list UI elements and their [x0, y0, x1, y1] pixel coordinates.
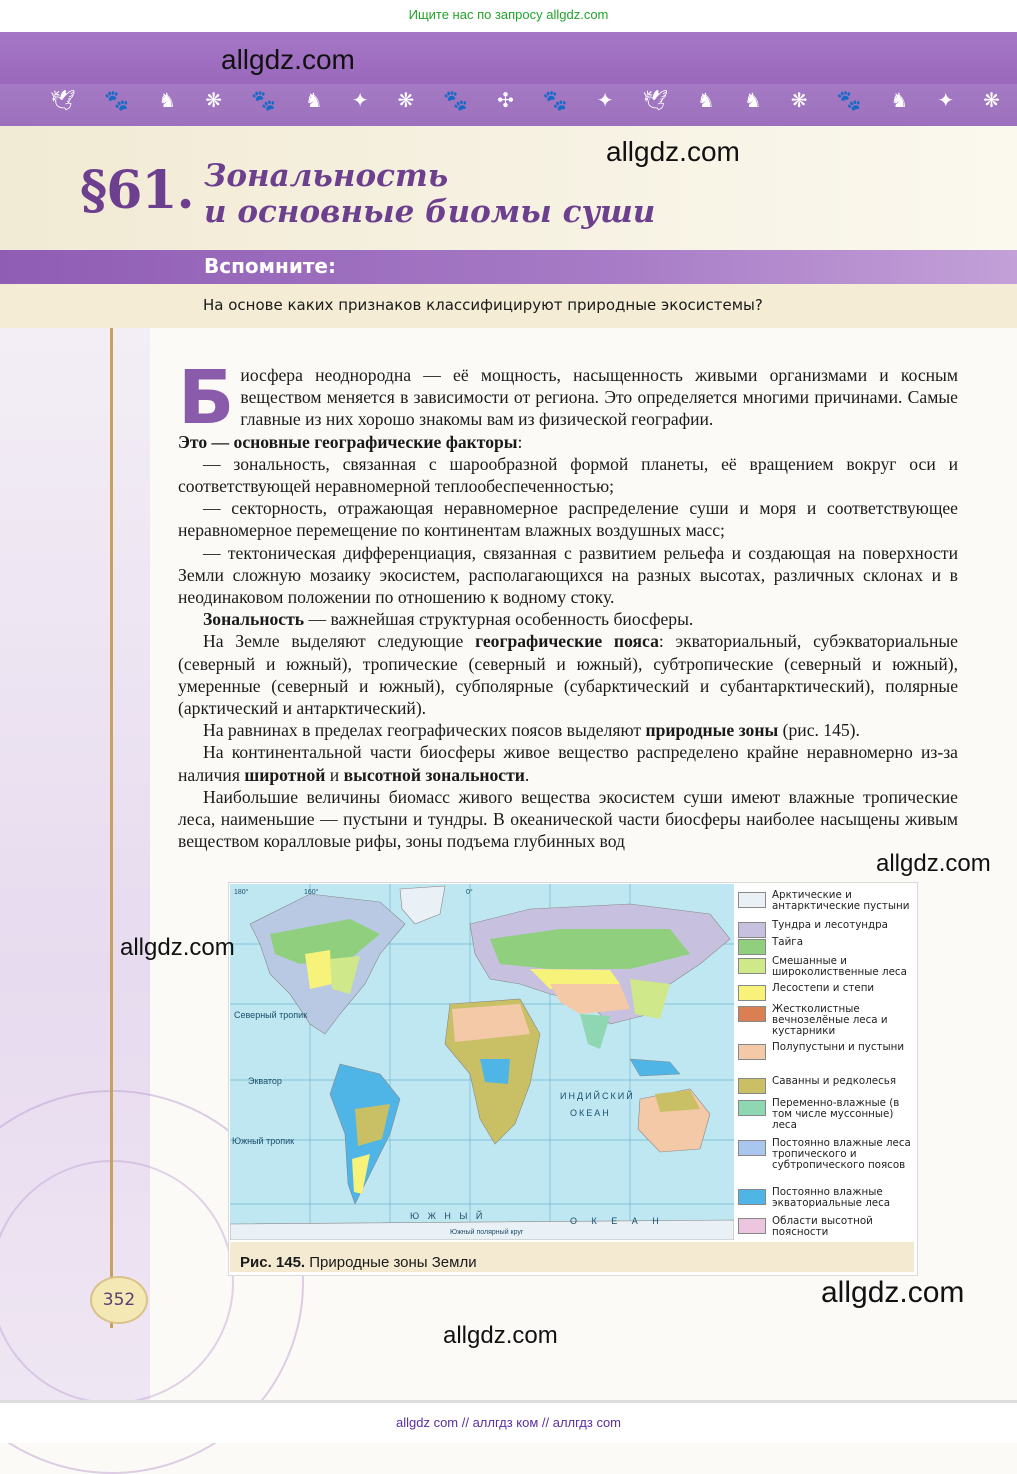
legend-item	[736, 1098, 914, 1130]
bold-term: Зональность	[203, 609, 305, 630]
animal-icon: 🐾	[250, 88, 276, 112]
legend-swatch	[738, 892, 766, 908]
paragraph: Биосфера неоднородна — её мощность, насыщенность живыми организмами и косным веществом меняется в зависимости от региона. Это определяется многими причинами. Самые главные из них хорошо знакомы вам из физической географии. Это — основные географические факторы:	[178, 355, 958, 452]
top-notice[interactable]: Ищите нас по запросу allgdz.com	[408, 7, 609, 22]
bird-icon: ✦	[351, 88, 369, 112]
legend-swatch	[738, 1140, 766, 1156]
paragraph: — зональность, связанная с шарообразной формой планеты, её вращением вокруг оси и соответствующей неравномерной теплообеспеченностью;	[178, 453, 958, 497]
animal-icon: 🐾	[542, 88, 568, 112]
greenland	[400, 886, 445, 924]
legend-label: Тайга	[772, 936, 804, 948]
legend-item	[736, 920, 914, 938]
paragraph: На Земле выделяют следующие географические пояса: экваториальный, субэкваториальные (северный и южный), тропические (северный и южный), субтропические (северный и южный), умеренные (северный и южный), субполярные (субарктический и субантарктический), полярные (арктический и антарктический).	[178, 631, 958, 719]
bird-icon: 🕊	[50, 88, 76, 112]
paragraph: На континентальной части биосферы живое вещество распределено крайне неравномерно из-за наличия широтной и высотной зональности.	[178, 742, 958, 785]
animal-icon: 🐾	[104, 88, 130, 112]
page-title	[204, 158, 655, 230]
bold-term: природные зоны	[645, 720, 779, 741]
paragraph: Наибольшие величины биомасс живого вещества экосистем суши имеют влажные тропические леса, наименьшие — пустыни и тундры. В океанической части биосферы наиболее насыщены живым веществом коралловые рифы, зоны подъема глубинных вод	[178, 786, 958, 852]
legend-label: Тундра и лесотундра	[772, 919, 888, 931]
animal-silhouettes-row	[50, 88, 1000, 112]
legend-item	[736, 1004, 914, 1036]
butterfly-icon: ❋	[205, 88, 222, 112]
butterfly-icon: ❋	[983, 88, 1000, 112]
title-line-2: и основные биомы суши	[204, 194, 656, 230]
animal-icon: ✣	[497, 88, 514, 112]
legend-label: Области высотной поясности	[772, 1215, 873, 1238]
map-label-ocean-south: О К Е А Н	[570, 1216, 665, 1226]
bold-term: географические пояса	[475, 631, 659, 652]
eurasia-desert	[550, 984, 630, 1014]
indonesia	[630, 1059, 680, 1076]
top-notice-bar	[0, 0, 1017, 32]
legend-item	[736, 1138, 914, 1170]
animal-icon: ♞	[890, 88, 909, 112]
legend-label: Жестколистные вечнозелёные леса и кустарники	[772, 1003, 888, 1037]
world-map	[230, 884, 734, 1240]
animal-icon: 🐾	[443, 88, 469, 112]
watermark: allgdz.com	[606, 136, 740, 167]
remember-question: На основе каких признаков классифицируют природные экосистемы?	[203, 296, 763, 314]
bird-icon: ✦	[937, 88, 955, 112]
watermark: allgdz.com	[876, 850, 991, 877]
bird-icon: 🕊	[642, 88, 668, 112]
watermark: allgdz.com	[821, 1276, 965, 1309]
legend-item	[736, 1042, 914, 1060]
butterfly-icon: ❋	[397, 88, 415, 112]
animal-icon: ♞	[158, 88, 177, 112]
paragraph: Зональность — важнейшая структурная особенность биосферы.	[203, 609, 694, 630]
legend-swatch	[738, 1078, 766, 1094]
butterfly-icon: ❋	[790, 88, 808, 112]
remember-label: Вспомните:	[204, 254, 336, 278]
map-label-polar-circle: Южный полярный круг	[450, 1229, 524, 1236]
legend-swatch	[738, 985, 766, 1001]
footer	[0, 1400, 1017, 1443]
map-label-ocean: ОКЕАН	[570, 1108, 611, 1118]
map-label-north-tropic: Северный тропик	[234, 1010, 308, 1020]
page-number: 352	[90, 1276, 148, 1324]
legend-item	[736, 1216, 914, 1238]
india	[580, 1014, 610, 1049]
legend-swatch	[738, 922, 766, 938]
title-line-1: Зональность	[204, 158, 449, 194]
world-map-svg	[230, 884, 734, 1240]
watermark: allgdz.com	[120, 934, 235, 961]
animal-icon: ♞	[304, 88, 323, 112]
legend-label: Постоянно влажные экваториальные леса	[772, 1186, 891, 1209]
animal-icon: ♞	[696, 88, 715, 112]
map-label-lon-180: 180°	[234, 889, 249, 896]
remember-bar	[0, 250, 1017, 284]
paragraph: — секторность, отражающая неравномерное распределение суши и моря и соответствующее неравномерное перемещение по континентам влажных воздушных масс;	[178, 498, 958, 541]
legend-label: Переменно-влажные (в том числе муссонные) леса	[772, 1097, 900, 1131]
map-label-south-tropic: Южный тропик	[232, 1136, 295, 1146]
map-label-southern: Ю Ж Н Ы Й	[410, 1211, 486, 1221]
map-label-lon-0: 0°	[466, 889, 473, 896]
body-text	[178, 355, 958, 852]
drop-cap: Б	[178, 355, 235, 441]
legend-swatch	[738, 1044, 766, 1060]
map-label-indian: ИНДИЙСКИЙ	[560, 1091, 635, 1101]
legend-item	[736, 1187, 914, 1209]
legend-swatch	[738, 958, 766, 974]
legend-swatch	[738, 1006, 766, 1022]
legend-item	[736, 1076, 914, 1094]
bold-term: Это — основные географические факторы	[178, 431, 518, 452]
paragraph: — тектоническая дифференциация, связанная с развитием рельефа и создающая на поверхности Земли сложную мозаику экосистем, располагающихся на разных высотах, различных склонах и в неодинаковом положении по отношению к водному стоку.	[178, 542, 958, 608]
map-label-lon-160: 160°	[304, 889, 319, 896]
legend-label: Арктические и антарктические пустыни	[772, 889, 910, 912]
legend-item	[736, 983, 914, 1001]
margin-line	[110, 328, 113, 1328]
legend-swatch	[738, 1218, 766, 1234]
legend-swatch	[738, 1100, 766, 1116]
map-legend	[736, 886, 914, 1240]
legend-label: Саванны и редколесья	[772, 1075, 897, 1087]
legend-swatch	[738, 1189, 766, 1205]
china-forest	[630, 979, 670, 1019]
animal-icon: 🐾	[836, 88, 862, 112]
watermark: allgdz.com	[221, 44, 355, 75]
bold-term: высотной зональности	[343, 764, 525, 785]
bold-term: широтной	[244, 764, 326, 785]
paragraph: На равнинах в пределах географических поясов выделяют природные зоны (рис. 145).	[203, 720, 860, 741]
watermark: allgdz.com	[443, 1322, 558, 1349]
map-label-equator: Экватор	[248, 1076, 282, 1086]
paragraph-number: §61.	[80, 160, 194, 221]
legend-item	[736, 890, 914, 912]
legend-label: Полупустыни и пустыни	[772, 1041, 905, 1053]
legend-swatch	[738, 939, 766, 955]
legend-label: Лесостепи и степи	[772, 982, 875, 994]
legend-label: Смешанные и широколиственные леса	[772, 955, 907, 978]
legend-item	[736, 937, 914, 955]
legend-label: Постоянно влажные леса тропического и субтропического поясов	[772, 1137, 911, 1171]
bird-icon: ✦	[596, 88, 614, 112]
footer-links[interactable]: allgdz com // аллгдз ком // аллгдз com	[395, 1415, 622, 1430]
animal-icon: ♞	[743, 88, 762, 112]
legend-item	[736, 956, 914, 978]
figure-caption: Рис. 145. Природные зоны Земли	[240, 1254, 477, 1271]
